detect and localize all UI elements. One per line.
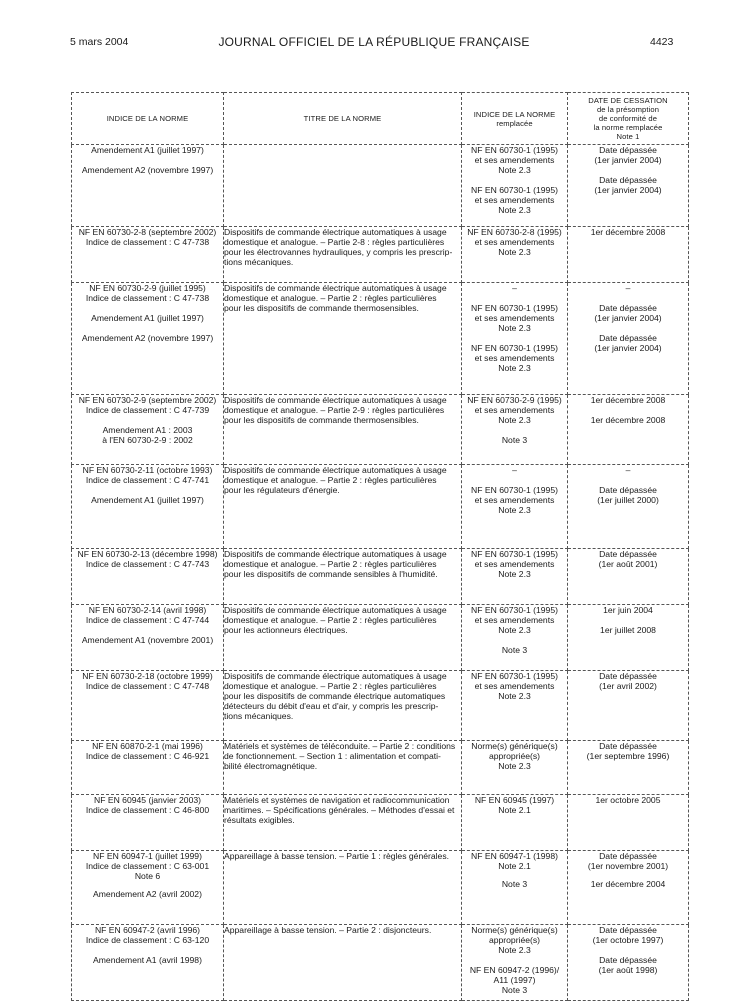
cell-remplacee-line: Norme(s) générique(s) [471,925,558,935]
column-header-cessation-line: DATE DE CESSATION [588,96,668,105]
cell-cessation-line: (1er août 2001) [598,559,658,569]
cell-cessation-line: (1er septembre 1996) [586,751,670,761]
cell-indice-line: Amendement A1 (juillet 1997) [91,313,204,323]
column-header-indice-label: INDICE DE LA NORME [106,114,189,123]
cell-remplacee [462,145,568,227]
cell-cessation-line: (1er janvier 2004) [594,155,662,165]
cell-remplacee-line: NF EN 60730-2-9 (1995) [467,395,562,405]
cell-titre-line: pour les régulateurs d'énergie. [224,485,340,495]
cell-indice-line: Indice de classement : C 47-739 [85,405,210,415]
cell-cessation-line: (1er août 1998) [598,965,658,975]
column-header-cessation-line: de conformité de [598,114,658,123]
cell-cessation [568,851,689,925]
cell-indice-line: Amendement A2 (novembre 1997) [81,333,214,343]
cell-remplacee-line: Note 2.3 [498,945,531,955]
cell-cessation [568,671,689,741]
cell-indice-group [72,889,223,899]
cell-titre-line: Dispositifs de commande électrique automatiques à usage [224,605,447,615]
cell-indice [72,549,224,605]
cell-indice-line: Indice de classement : C 47-738 [85,293,210,303]
table-row [72,741,689,795]
cell-titre-line: maritimes. – Spécifications générales. – Méthodes d'essai et [224,805,455,815]
cell-cessation [568,795,689,851]
cell-remplacee-group [462,549,567,579]
cell-indice [72,283,224,395]
table-row [72,795,689,851]
cell-indice-line: Amendement A1 (novembre 2001) [81,635,214,645]
cell-titre [224,145,462,227]
cell-cessation-line: (1er janvier 2004) [594,185,662,195]
cell-indice-group [72,925,223,945]
cell-cessation-group [568,303,688,323]
cell-cessation-line: Date dépassée [599,955,657,965]
cell-remplacee-line: NF EN 60945 (1997) [474,795,555,805]
cell-remplacee-line: Note 2.3 [498,569,531,579]
cell-cessation-line: Date dépassée [599,925,657,935]
table-row [72,395,689,465]
cell-indice-group [72,165,223,175]
cell-titre-line: domestique et analogue. – Partie 2 : règles particulières [224,293,437,303]
cell-cessation-group [568,145,688,165]
table-row [72,549,689,605]
cell-remplacee-line: Note 2.3 [498,761,531,771]
cell-cessation-line: 1er décembre 2008 [590,395,666,405]
cell-indice-line: Indice de classement : C 63-001 [85,861,210,871]
cell-remplacee-group [462,343,567,373]
cell-remplacee-line: Note 3 [501,645,528,655]
cell-titre [224,605,462,671]
cell-indice-line: Amendement A2 (avril 2002) [93,889,202,899]
cell-titre-line: domestique et analogue. – Partie 2 : règles particulières [224,681,437,691]
cell-remplacee-group [462,395,567,425]
cell-cessation-group [568,415,688,425]
cell-indice-group [72,283,223,303]
cell-cessation-line: 1er juillet 2008 [600,625,656,635]
cell-remplacee-line: et ses amendements [474,237,555,247]
cell-cessation-line: Date dépassée [599,175,657,185]
cell-remplacee-line: Note 3 [501,879,528,889]
cell-cessation-line: 1er décembre 2004 [590,879,666,889]
column-header-cessation-line: de la présomption [596,105,660,114]
cell-titre-line: bilité électromagnétique. [224,761,318,771]
cell-indice-group [72,635,223,645]
cell-indice [72,795,224,851]
norms-table [71,92,689,1001]
cell-remplacee-line: NF EN 60947-2 (1996)/ [469,965,560,975]
column-header-cessation-line: la norme remplacée [593,123,663,132]
cell-remplacee-group [462,435,567,445]
cell-cessation-line: Date dépassée [599,485,657,495]
cell-indice [72,227,224,283]
cell-remplacee-line: Note 2.3 [498,505,531,515]
cell-remplacee-group [462,671,567,701]
cell-indice-line: à l'EN 60730-2-9 : 2002 [102,435,193,445]
cell-indice-group [72,395,223,415]
cell-cessation-line: Date dépassée [599,851,657,861]
cell-titre [224,549,462,605]
cell-cessation-line: Date dépassée [599,303,657,313]
cell-indice-line: Indice de classement : C 47-741 [85,475,210,485]
table-row [72,145,689,227]
cell-indice-line: NF EN 60730-2-9 (juillet 1995) [89,283,206,293]
cell-indice-line: NF EN 60730-2-13 (décembre 1998) [77,549,218,559]
cell-remplacee-line: et ses amendements [474,681,555,691]
cell-remplacee-line: NF EN 60730-1 (1995) [471,185,558,195]
cell-indice-line: NF EN 60945 (janvier 2003) [94,795,201,805]
cell-remplacee-group [462,741,567,771]
cell-cessation-line: – [625,465,631,475]
column-header-titre [224,93,462,145]
column-header-cessation-line: Note 1 [616,132,640,141]
cell-indice-line: Amendement A1 (juillet 1997) [91,495,204,505]
cell-remplacee-line: et ses amendements [474,195,555,205]
cell-remplacee-line: NF EN 60947-1 (1998) [471,851,558,861]
cell-remplacee-line: A11 (1997) [493,975,536,985]
cell-remplacee [462,741,568,795]
cell-indice-group [72,425,223,445]
cell-titre-line: Dispositifs de commande électrique automatiques à usage [224,465,447,475]
cell-remplacee-line: NF EN 60730-1 (1995) [471,303,558,313]
cell-indice-line: Indice de classement : C 63-120 [85,935,210,945]
cell-remplacee-line: Note 2.3 [498,363,531,373]
cell-cessation-group [568,395,688,405]
cell-indice-group [72,333,223,343]
table-row [72,227,689,283]
cell-cessation-line: (1er avril 2002) [599,681,657,691]
cell-indice-line: Note 6 [134,871,161,881]
cell-cessation-line: – [625,283,631,293]
cell-remplacee-line: Note 2.3 [498,625,531,635]
cell-remplacee-group [462,879,567,889]
cell-titre-line: domestique et analogue. – Partie 2 : règles particulières [224,615,437,625]
cell-indice-line: NF EN 60730-2-18 (octobre 1999) [82,671,213,681]
cell-titre [224,465,462,549]
cell-cessation-line: Date dépassée [599,333,657,343]
cell-indice-group [72,671,223,691]
cell-cessation-group [568,605,688,615]
cell-remplacee-line: Note 2.3 [498,691,531,701]
cell-cessation-group [568,175,688,195]
cell-titre-line: de fonctionnement. – Section 1 : alimentation et compati- [224,751,441,761]
cell-indice [72,925,224,1001]
cell-titre-line: domestique et analogue. – Partie 2 : règles particulières [224,475,437,485]
cell-cessation-group [568,955,688,975]
cell-indice [72,741,224,795]
cell-remplacee [462,671,568,741]
table-row [72,283,689,395]
cell-titre [224,283,462,395]
cell-indice-line: NF EN 60870-2-1 (mai 1996) [92,741,203,751]
cell-indice-line: Amendement A1 (avril 1998) [93,955,202,965]
cell-titre [224,741,462,795]
cell-remplacee-group [462,185,567,215]
cell-indice [72,605,224,671]
column-header-cessation [568,93,689,145]
page-header [0,32,748,52]
cell-remplacee-group [462,283,567,293]
cell-titre-line: pour les dispositifs de commande thermosensibles. [224,415,419,425]
cell-remplacee-line: Note 2.1 [498,861,531,871]
cell-indice-line: NF EN 60730-2-9 (septembre 2002) [78,395,217,405]
cell-cessation-line: (1er octobre 1997) [592,935,664,945]
cell-remplacee-line: Note 2.3 [498,247,531,257]
cell-indice-line: Amendement A1 : 2003 [102,425,193,435]
cell-remplacee [462,465,568,549]
cell-titre-line: pour les dispositifs de commande sensibles à l'humidité. [224,569,438,579]
cell-remplacee [462,795,568,851]
cell-cessation-group [568,283,688,293]
cell-titre [224,925,462,1001]
cell-cessation-line: 1er juin 2004 [603,605,653,615]
cell-cessation-group [568,549,688,569]
column-header-remplacee-line: INDICE DE LA NORME [473,109,556,119]
cell-titre [224,851,462,925]
cell-remplacee [462,605,568,671]
cell-indice-group [72,795,223,815]
cell-cessation-group [568,925,688,945]
table-row [72,925,689,1001]
cell-titre-line: domestique et analogue. – Partie 2 : règles particulières [224,559,437,569]
cell-remplacee-group [462,645,567,655]
cell-remplacee-line: Norme(s) générique(s) [471,741,558,751]
cell-remplacee-group [462,965,567,995]
table-row [72,605,689,671]
cell-remplacee-line: – [512,283,517,293]
cell-titre-line: pour les dispositifs de commande électrique automatiques [224,691,446,701]
cell-remplacee-group [462,303,567,333]
cell-indice-line: Indice de classement : C 47-743 [85,559,210,569]
cell-remplacee-line: et ses amendements [474,353,555,363]
cell-indice-line: Indice de classement : C 46-800 [85,805,210,815]
cell-remplacee-group [462,925,567,955]
cell-titre-line: Appareillage à basse tension. – Partie 2 : disjoncteurs. [224,925,432,935]
cell-indice [72,145,224,227]
cell-cessation-line: Date dépassée [599,145,657,155]
cell-titre-line: Dispositifs de commande électrique automatiques à usage [224,671,447,681]
cell-cessation-group [568,795,688,805]
cell-cessation [568,549,689,605]
cell-cessation [568,395,689,465]
cell-titre-line: tions mécaniques. [224,257,294,267]
cell-remplacee-line: NF EN 60730-1 (1995) [471,549,558,559]
cell-indice-group [72,549,223,569]
cell-remplacee-line: Note 3 [501,985,528,995]
cell-titre [224,395,462,465]
cell-indice-line: Amendement A2 (novembre 1997) [81,165,214,175]
cell-cessation-group [568,851,688,871]
cell-cessation [568,283,689,395]
cell-indice [72,395,224,465]
cell-remplacee-line: appropriée(s) [488,935,541,945]
cell-remplacee [462,283,568,395]
table-body [72,145,689,1001]
table-header-row [72,93,689,145]
cell-remplacee-line: – [512,465,517,475]
cell-cessation-line: (1er novembre 2001) [587,861,669,871]
cell-remplacee [462,925,568,1001]
cell-titre-line: Matériels et systèmes de navigation et radiocommunication [224,795,450,805]
column-header-remplacee [462,93,568,145]
cell-cessation-group [568,333,688,353]
cell-titre-line: Appareillage à basse tension. – Partie 1 : règles générales. [224,851,450,861]
cell-indice-group [72,145,223,155]
cell-titre-line: Matériels et systèmes de téléconduite. – Partie 2 : conditions [224,741,456,751]
cell-remplacee-line: et ses amendements [474,559,555,569]
cell-indice-group [72,227,223,247]
cell-remplacee-line: et ses amendements [474,405,555,415]
column-header-indice [72,93,224,145]
cell-cessation-line: Date dépassée [599,741,657,751]
cell-cessation [568,145,689,227]
cell-cessation-group [568,625,688,635]
table-row [72,465,689,549]
cell-remplacee [462,549,568,605]
cell-remplacee-line: NF EN 60730-1 (1995) [471,605,558,615]
cell-indice-group [72,955,223,965]
cell-cessation-group [568,465,688,475]
header-page-number: 4423 [650,36,674,48]
cell-remplacee-line: Note 2.3 [498,415,531,425]
cell-indice-line: Indice de classement : C 46-921 [85,751,210,761]
cell-titre-line: pour les actionneurs électriques. [224,625,348,635]
cell-cessation-group [568,227,688,237]
cell-remplacee-line: NF EN 60730-2-8 (1995) [467,227,562,237]
cell-indice-line: NF EN 60730-2-11 (octobre 1993) [82,465,213,475]
cell-indice [72,465,224,549]
cell-indice-line: NF EN 60730-2-14 (avril 1998) [88,605,207,615]
cell-titre-line: Dispositifs de commande électrique automatiques à usage [224,283,447,293]
cell-indice-line: NF EN 60947-1 (juillet 1999) [93,851,202,861]
header-journal-title: JOURNAL OFFICIEL DE LA RÉPUBLIQUE FRANÇAISE [218,35,530,49]
cell-indice-group [72,741,223,761]
cell-remplacee-line: NF EN 60730-1 (1995) [471,485,558,495]
cell-indice-group [72,465,223,485]
cell-cessation-line: Date dépassée [599,671,657,681]
cell-cessation-group [568,485,688,505]
cell-remplacee-line: Note 3 [501,435,528,445]
cell-indice-group [72,313,223,323]
cell-indice [72,851,224,925]
cell-cessation-line: Date dépassée [599,549,657,559]
cell-remplacee-line: NF EN 60730-1 (1995) [471,343,558,353]
cell-cessation-line: 1er décembre 2008 [590,415,666,425]
cell-cessation-line: (1er janvier 2004) [594,313,662,323]
cell-indice-line: NF EN 60730-2-8 (septembre 2002) [78,227,217,237]
cell-indice-line: Indice de classement : C 47-748 [85,681,210,691]
cell-cessation [568,925,689,1001]
table-row [72,671,689,741]
cell-remplacee-line: et ses amendements [474,495,555,505]
header-date: 5 mars 2004 [70,36,129,48]
cell-indice-line: Indice de classement : C 47-738 [85,237,210,247]
cell-titre-line: domestique et analogue. – Partie 2-9 : règles particulières [224,405,445,415]
column-header-titre-label: TITRE DE LA NORME [303,114,382,123]
cell-remplacee-group [462,227,567,257]
cell-titre-line: domestique et analogue. – Partie 2-8 : règles particulières [224,237,445,247]
cell-titre [224,795,462,851]
cell-titre-line: résultats exigibles. [224,815,295,825]
cell-titre-line: détecteurs du débit d'eau et d'air, y compris les prescrip- [224,701,439,711]
cell-indice-group [72,851,223,881]
cell-remplacee-group [462,795,567,815]
cell-remplacee-line: et ses amendements [474,615,555,625]
cell-titre-line: Dispositifs de commande électrique automatiques à usage [224,549,447,559]
cell-remplacee-line: NF EN 60730-1 (1995) [471,145,558,155]
cell-remplacee [462,395,568,465]
cell-cessation-group [568,879,688,889]
cell-cessation [568,465,689,549]
cell-indice [72,671,224,741]
cell-remplacee-line: Note 2.3 [498,323,531,333]
cell-cessation [568,741,689,795]
table-row [72,851,689,925]
cell-cessation-group [568,741,688,761]
cell-remplacee-line: Note 2.3 [498,205,531,215]
cell-remplacee-group [462,605,567,635]
cell-titre-line: tions mécaniques. [224,711,294,721]
cell-titre-line: pour les dispositifs de commande thermosensibles. [224,303,419,313]
cell-indice-line: NF EN 60947-2 (avril 1996) [94,925,201,935]
cell-titre [224,671,462,741]
cell-remplacee-line: appropriée(s) [488,751,541,761]
cell-cessation-group [568,671,688,691]
cell-remplacee-line: NF EN 60730-1 (1995) [471,671,558,681]
cell-indice-group [72,605,223,625]
cell-titre-line: Dispositifs de commande électrique automatiques à usage [224,395,447,405]
cell-remplacee-line: et ses amendements [474,155,555,165]
cell-remplacee-group [462,485,567,515]
cell-cessation-line: 1er octobre 2005 [595,795,661,805]
cell-remplacee [462,227,568,283]
cell-cessation-line: 1er décembre 2008 [590,227,666,237]
cell-remplacee [462,851,568,925]
cell-titre [224,227,462,283]
cell-indice-line: Indice de classement : C 47-744 [85,615,210,625]
cell-remplacee-line: Note 2.1 [498,805,531,815]
cell-remplacee-group [462,465,567,475]
column-header-remplacee-line: remplacée [496,118,533,128]
cell-remplacee-group [462,851,567,871]
cell-remplacee-line: et ses amendements [474,313,555,323]
cell-indice-group [72,495,223,505]
cell-indice-line: Amendement A1 (juillet 1997) [91,145,204,155]
cell-cessation-line: (1er janvier 2004) [594,343,662,353]
cell-cessation [568,227,689,283]
cell-remplacee-line: Note 2.3 [498,165,531,175]
cell-titre-line: pour les électrovannes hydrauliques, y compris les prescrip- [224,247,453,257]
cell-remplacee-group [462,145,567,175]
cell-cessation-line: (1er juillet 2000) [597,495,659,505]
cell-titre-line: Dispositifs de commande électrique automatiques à usage [224,227,447,237]
cell-cessation [568,605,689,671]
